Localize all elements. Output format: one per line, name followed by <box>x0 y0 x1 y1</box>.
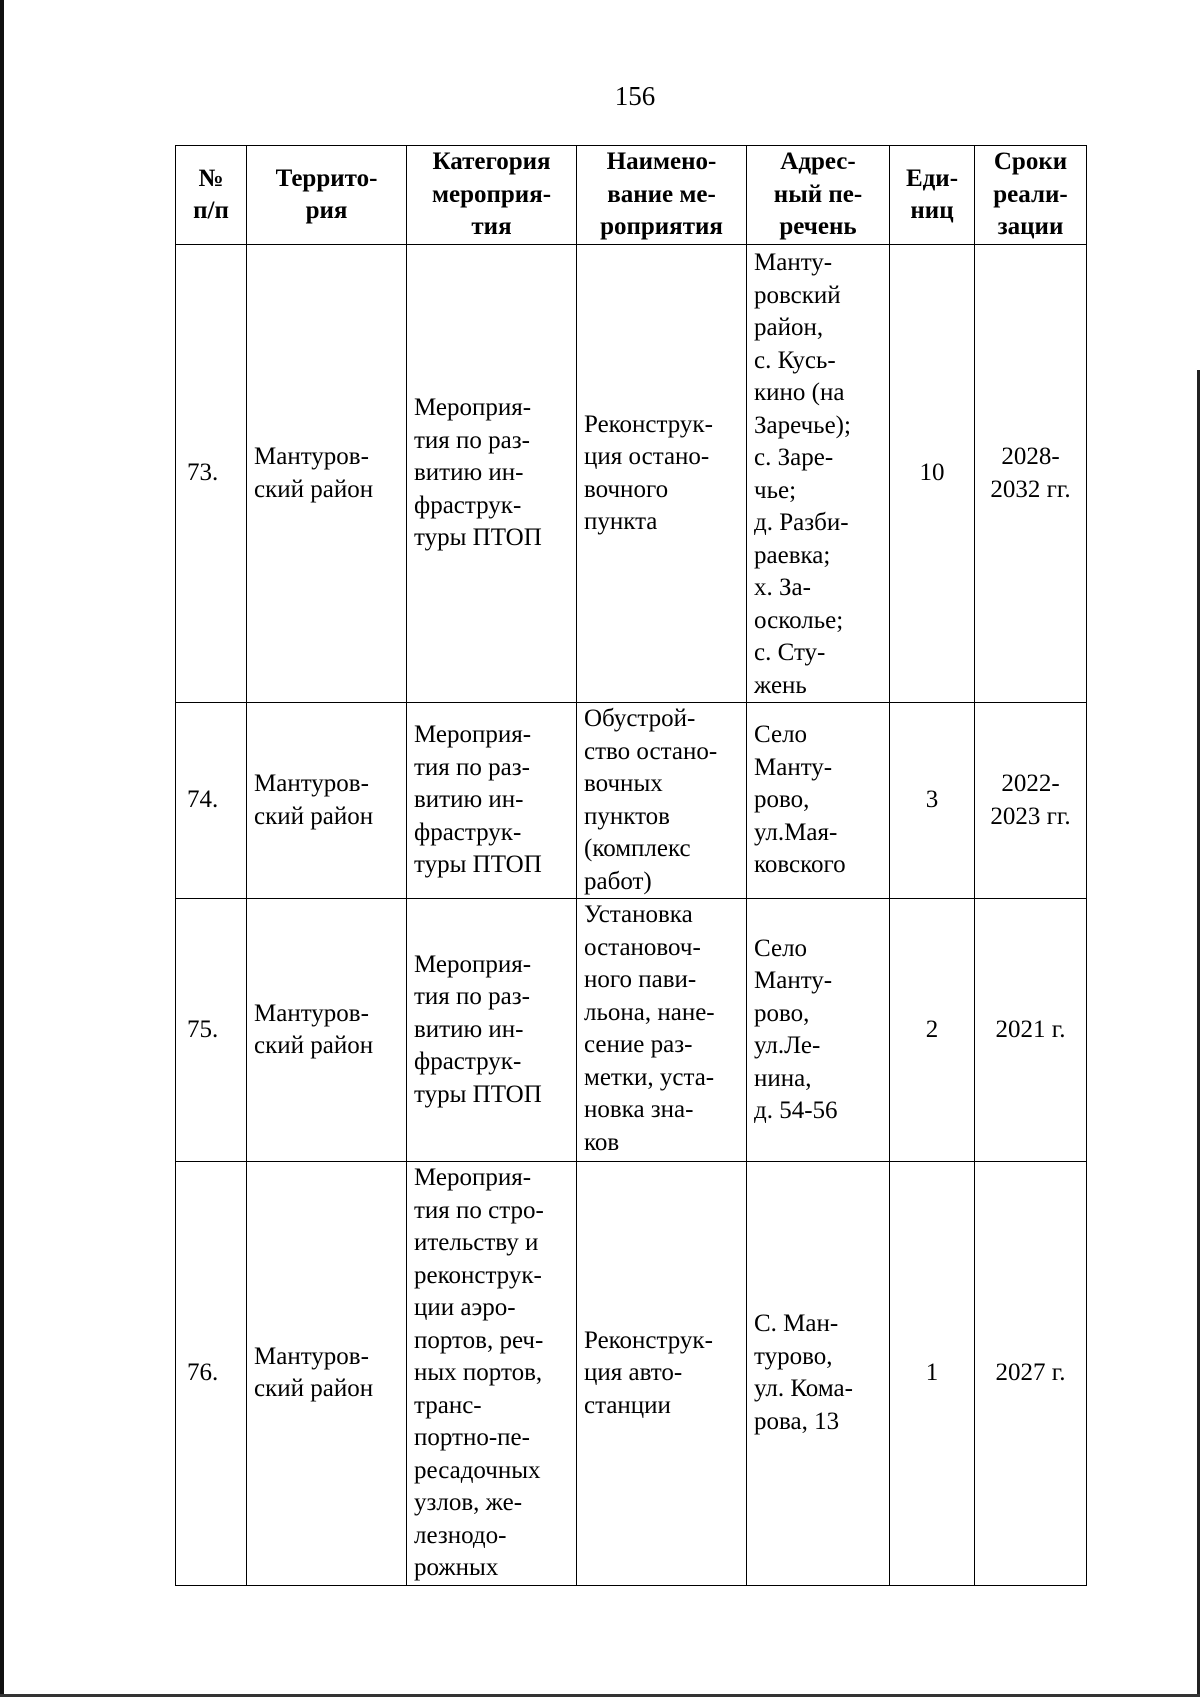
header-address: Адрес- ный пе- речень <box>747 146 890 245</box>
row-period: 2028- 2032 гг. <box>975 245 1087 703</box>
row-period: 2027 г. <box>975 1162 1087 1586</box>
row-units: 10 <box>890 245 975 703</box>
row-number: 74. <box>176 703 247 899</box>
header-units: Еди- ниц <box>890 146 975 245</box>
row-category: Мероприя- тия по раз- витию ин- фраструк- туры ПТОП <box>407 899 577 1162</box>
table-row <box>176 899 1087 1162</box>
row-measure-name: Обустрой- ство остано- вочных пунктов (комплекс работ) <box>577 703 747 899</box>
row-number: 75. <box>176 899 247 1162</box>
header-territory: Террито- рия <box>247 146 407 245</box>
row-territory: Мантуров- ский район <box>247 703 407 899</box>
row-address: Манту- ровский район, с. Кусь- кино (на Заречье); с. Заре- чье; д. Разби- раевка; х. За- осколье; с. Сту- жень <box>747 245 890 703</box>
row-period: 2021 г. <box>975 899 1087 1162</box>
table-row <box>176 245 1087 703</box>
row-address: Село Манту- рово, ул.Мая- ковского <box>747 703 890 899</box>
table-row <box>176 1162 1087 1586</box>
row-units: 2 <box>890 899 975 1162</box>
row-address: С. Ман- турово, ул. Кома- рова, 13 <box>747 1162 890 1586</box>
row-address: Село Манту- рово, ул.Ле- нина, д. 54-56 <box>747 899 890 1162</box>
table-header-row <box>176 146 1087 245</box>
row-measure-name: Реконструк- ция авто- станции <box>577 1162 747 1586</box>
row-number: 76. <box>176 1162 247 1586</box>
row-units: 3 <box>890 703 975 899</box>
row-measure-name: Установка остановоч- ного пави- льона, нане- сение раз- метки, уста- новка зна- ков <box>577 899 747 1162</box>
header-name: Наимено- вание ме- роприятия <box>577 146 747 245</box>
table-row <box>176 703 1087 899</box>
row-category: Мероприя- тия по раз- витию ин- фраструк- туры ПТОП <box>407 245 577 703</box>
page-number: 156 <box>614 81 656 111</box>
row-measure-name: Реконструк- ция остано- вочного пункта <box>577 245 747 703</box>
header-category: Категория мероприя- тия <box>407 146 577 245</box>
header-period: Сроки реали- зации <box>975 146 1087 245</box>
row-period: 2022- 2023 гг. <box>975 703 1087 899</box>
row-territory: Мантуров- ский район <box>247 899 407 1162</box>
row-units: 1 <box>890 1162 975 1586</box>
row-category: Мероприя- тия по стро- ительству и реконструк- ции аэро- портов, реч- ных портов, транс- портно-пе- ресадочных узлов, же- лезнодо- рожных <box>407 1162 577 1586</box>
row-category: Мероприя- тия по раз- витию ин- фраструк- туры ПТОП <box>407 703 577 899</box>
row-number: 73. <box>176 245 247 703</box>
row-territory: Мантуров- ский район <box>247 1162 407 1586</box>
row-territory: Мантуров- ский район <box>247 245 407 703</box>
scan-edge-left <box>0 0 4 1697</box>
measures-table <box>175 145 1087 1586</box>
header-num: № п/п <box>176 146 247 245</box>
